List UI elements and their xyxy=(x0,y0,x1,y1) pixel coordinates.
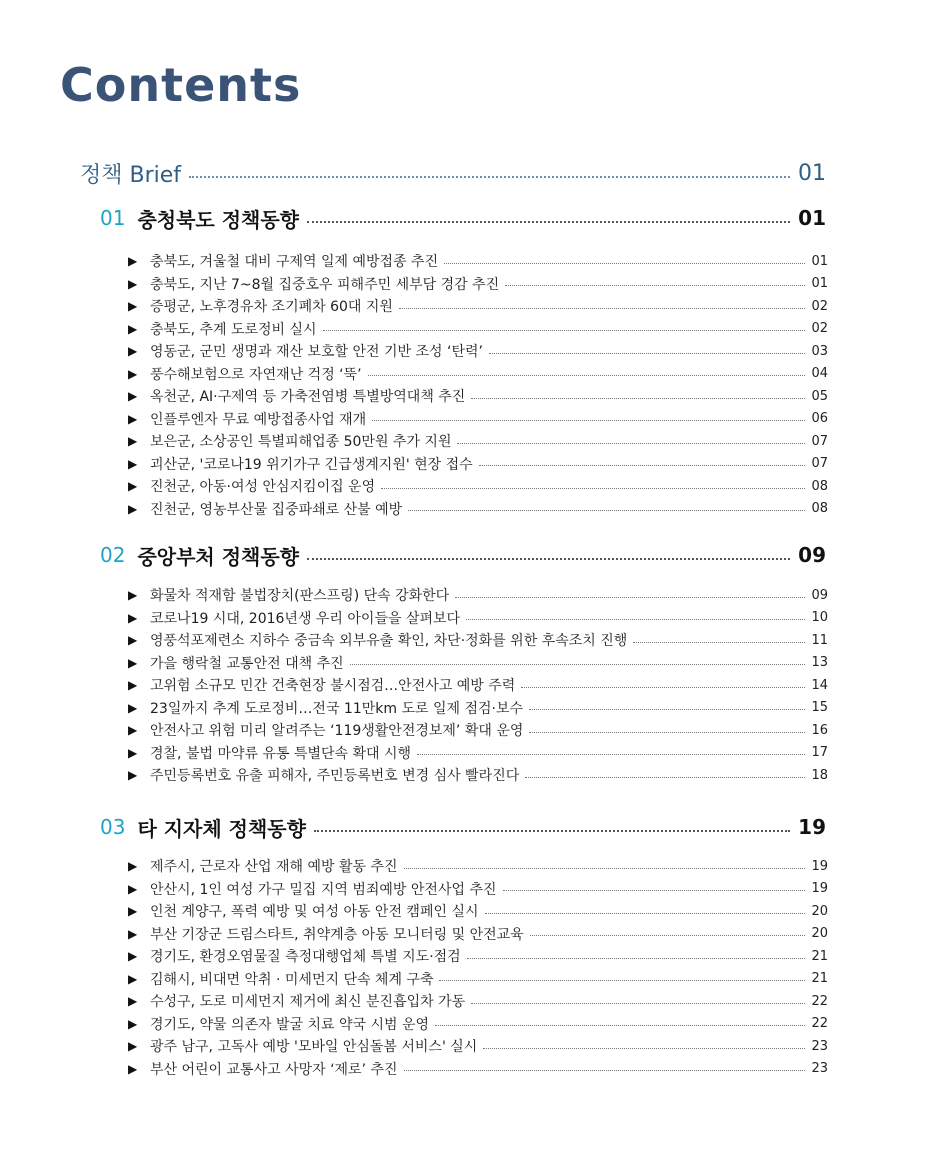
toc-item-title: 김해시, 비대면 악취 · 미세먼지 단속 체계 구축 xyxy=(150,971,434,988)
dotted-leader xyxy=(350,664,806,665)
dotted-leader xyxy=(408,510,805,511)
triangle-bullet-icon: ▶ xyxy=(128,276,138,291)
toc-item[interactable] xyxy=(128,295,828,318)
section-number: 01 xyxy=(100,206,126,230)
toc-item-page: 04 xyxy=(811,366,828,382)
toc-item-title: 증평군, 노후경유차 조기폐차 60대 지원 xyxy=(150,299,393,316)
triangle-bullet-icon: ▶ xyxy=(128,633,138,648)
triangle-bullet-icon: ▶ xyxy=(128,655,138,670)
toc-item-title: 충북도, 겨울철 대비 구제역 일제 예방접종 추진 xyxy=(150,254,439,271)
dotted-leader xyxy=(485,913,806,914)
toc-item-page: 18 xyxy=(811,767,828,783)
dotted-leader xyxy=(479,465,806,466)
toc-item-page: 23 xyxy=(811,1038,828,1054)
dotted-leader xyxy=(471,398,805,399)
toc-item-title: 부산 기장군 드림스타트, 취약계층 아동 모니터링 및 안전교육 xyxy=(150,926,524,943)
toc-item-title: 제주시, 근로자 산업 재해 예방 활동 추진 xyxy=(150,859,398,876)
dotted-leader xyxy=(529,709,805,710)
toc-item-page: 05 xyxy=(811,388,828,404)
triangle-bullet-icon: ▶ xyxy=(128,434,138,449)
triangle-bullet-icon: ▶ xyxy=(128,254,138,269)
toc-item[interactable] xyxy=(128,674,828,697)
toc-item-page: 20 xyxy=(811,926,828,942)
toc-item-page: 06 xyxy=(811,411,828,427)
toc-item-page: 14 xyxy=(811,677,828,693)
toc-item-title: 안산시, 1인 여성 가구 밀집 지역 범죄예방 안전사업 추진 xyxy=(150,881,497,898)
dotted-leader xyxy=(189,176,790,178)
brief-page-number: 01 xyxy=(798,160,826,186)
toc-item-title: 인플루엔자 무료 예방접종사업 재개 xyxy=(150,411,367,428)
dotted-leader xyxy=(399,308,806,309)
toc-brief-entry[interactable] xyxy=(80,156,826,190)
triangle-bullet-icon: ▶ xyxy=(128,610,138,625)
toc-item-title: 보은군, 소상공인 특별피해업종 50만원 추가 지원 xyxy=(150,434,452,451)
toc-item[interactable] xyxy=(128,475,828,498)
dotted-leader xyxy=(483,1048,805,1049)
triangle-bullet-icon: ▶ xyxy=(128,971,138,986)
dotted-leader xyxy=(467,958,806,959)
dotted-leader xyxy=(503,890,806,891)
triangle-bullet-icon: ▶ xyxy=(128,723,138,738)
toc-item-page: 22 xyxy=(811,993,828,1009)
toc-item-title: 가을 행락철 교통안전 대책 추진 xyxy=(150,655,344,672)
dotted-leader xyxy=(417,754,805,755)
section-title: 타 지자체 정책동향 xyxy=(137,816,306,841)
toc-section-02[interactable] xyxy=(100,540,826,570)
toc-item-page: 16 xyxy=(811,722,828,738)
toc-item[interactable] xyxy=(128,363,828,386)
toc-item-title: 안전사고 위험 미리 알려주는 ‘119생활안전경보제’ 확대 운영 xyxy=(150,723,524,740)
dotted-leader xyxy=(381,488,805,489)
triangle-bullet-icon: ▶ xyxy=(128,299,138,314)
section-page-number: 01 xyxy=(798,206,826,230)
toc-item[interactable] xyxy=(128,878,828,901)
toc-section-01-list xyxy=(128,250,828,520)
dotted-leader xyxy=(471,1003,805,1004)
triangle-bullet-icon: ▶ xyxy=(128,1016,138,1031)
section-page-number: 19 xyxy=(798,815,826,839)
dotted-leader xyxy=(323,330,806,331)
toc-item[interactable] xyxy=(128,968,828,991)
toc-item-page: 08 xyxy=(811,478,828,494)
dotted-leader xyxy=(435,1025,805,1026)
toc-section-02-list xyxy=(128,584,828,787)
page-title: Contents xyxy=(60,58,302,112)
toc-item-page: 01 xyxy=(811,253,828,269)
toc-item-page: 02 xyxy=(811,298,828,314)
toc-item[interactable] xyxy=(128,1058,828,1081)
toc-item-page: 01 xyxy=(811,276,828,292)
section-title: 중앙부처 정책동향 xyxy=(137,544,299,569)
toc-item[interactable] xyxy=(128,990,828,1013)
section-page-number: 09 xyxy=(798,543,826,567)
toc-item-page: 07 xyxy=(811,456,828,472)
dotted-leader xyxy=(525,777,805,778)
dotted-leader xyxy=(404,1070,806,1071)
dotted-leader xyxy=(372,420,805,421)
toc-item[interactable] xyxy=(128,742,828,765)
triangle-bullet-icon: ▶ xyxy=(128,678,138,693)
dotted-leader xyxy=(530,935,806,936)
toc-item[interactable] xyxy=(128,340,828,363)
toc-item[interactable] xyxy=(128,498,828,521)
triangle-bullet-icon: ▶ xyxy=(128,479,138,494)
toc-item-title: 괴산군, '코로나19 위기가구 긴급생계지원' 현장 접수 xyxy=(150,456,473,473)
dotted-leader xyxy=(307,558,790,560)
toc-item[interactable] xyxy=(128,719,828,742)
toc-item-title: 23일까지 추계 도로정비…전국 11만km 도로 일제 점검·보수 xyxy=(150,700,524,717)
toc-item[interactable] xyxy=(128,629,828,652)
dotted-leader xyxy=(404,868,806,869)
toc-item-page: 08 xyxy=(811,501,828,517)
toc-item-page: 22 xyxy=(811,1016,828,1032)
dotted-leader xyxy=(466,619,805,620)
dotted-leader xyxy=(439,980,805,981)
dotted-leader xyxy=(455,597,805,598)
toc-item[interactable] xyxy=(128,923,828,946)
dotted-leader xyxy=(457,443,805,444)
toc-item[interactable] xyxy=(128,945,828,968)
triangle-bullet-icon: ▶ xyxy=(128,881,138,896)
toc-item-page: 23 xyxy=(811,1061,828,1077)
toc-item[interactable] xyxy=(128,652,828,675)
triangle-bullet-icon: ▶ xyxy=(128,456,138,471)
toc-item[interactable] xyxy=(128,408,828,431)
section-number: 03 xyxy=(100,815,126,839)
toc-item-title: 풍수해보험으로 자연재난 걱정 ‘뚝’ xyxy=(150,366,362,383)
toc-item[interactable] xyxy=(128,318,828,341)
toc-section-01[interactable] xyxy=(100,203,826,233)
dotted-leader xyxy=(489,353,805,354)
toc-item-title: 고위험 소규모 민간 건축현장 불시점검…안전사고 예방 주력 xyxy=(150,678,516,695)
toc-item[interactable] xyxy=(128,607,828,630)
toc-item-page: 07 xyxy=(811,433,828,449)
triangle-bullet-icon: ▶ xyxy=(128,768,138,783)
toc-item[interactable] xyxy=(128,1035,828,1058)
toc-item-title: 충북도, 추계 도로정비 실시 xyxy=(150,321,317,338)
toc-item-page: 21 xyxy=(811,948,828,964)
triangle-bullet-icon: ▶ xyxy=(128,700,138,715)
toc-section-03-list xyxy=(128,855,828,1080)
triangle-bullet-icon: ▶ xyxy=(128,994,138,1009)
toc-item[interactable] xyxy=(128,855,828,878)
dotted-leader xyxy=(529,732,805,733)
toc-item-page: 20 xyxy=(811,903,828,919)
toc-item[interactable] xyxy=(128,250,828,273)
toc-item-title: 수성구, 도로 미세먼지 제거에 최신 분진흡입차 가동 xyxy=(150,994,466,1011)
triangle-bullet-icon: ▶ xyxy=(128,389,138,404)
toc-item-page: 09 xyxy=(811,587,828,603)
triangle-bullet-icon: ▶ xyxy=(128,1061,138,1076)
toc-item-page: 13 xyxy=(811,655,828,671)
toc-item-title: 코로나19 시대, 2016년생 우리 아이들을 살펴보다 xyxy=(150,610,461,627)
toc-item-title: 광주 남구, 고독사 예방 '모바일 안심돌봄 서비스' 실시 xyxy=(150,1039,478,1056)
toc-item-title: 영동군, 군민 생명과 재산 보호할 안전 기반 조성 ‘탄력’ xyxy=(150,344,483,361)
toc-item-page: 17 xyxy=(811,745,828,761)
triangle-bullet-icon: ▶ xyxy=(128,949,138,964)
toc-item-title: 경기도, 환경오염물질 측정대행업체 특별 지도·점검 xyxy=(150,949,461,966)
brief-label: 정책 Brief xyxy=(80,162,182,188)
section-number: 02 xyxy=(100,543,126,567)
toc-item-page: 03 xyxy=(811,343,828,359)
toc-item-page: 15 xyxy=(811,700,828,716)
toc-item-page: 21 xyxy=(811,971,828,987)
toc-item-page: 19 xyxy=(811,881,828,897)
dotted-leader xyxy=(521,687,805,688)
dotted-leader xyxy=(307,221,790,223)
triangle-bullet-icon: ▶ xyxy=(128,411,138,426)
toc-item[interactable] xyxy=(128,764,828,787)
toc-item-title: 경찰, 불법 마약류 유통 특별단속 확대 시행 xyxy=(150,745,412,762)
toc-item[interactable] xyxy=(128,697,828,720)
toc-item[interactable] xyxy=(128,900,828,923)
triangle-bullet-icon: ▶ xyxy=(128,501,138,516)
triangle-bullet-icon: ▶ xyxy=(128,926,138,941)
toc-item-page: 10 xyxy=(811,610,828,626)
toc-item[interactable] xyxy=(128,1013,828,1036)
dotted-leader xyxy=(444,263,805,264)
toc-item-page: 11 xyxy=(811,632,828,648)
dotted-leader xyxy=(368,375,806,376)
triangle-bullet-icon: ▶ xyxy=(128,366,138,381)
toc-item-title: 주민등록번호 유출 피해자, 주민등록번호 변경 심사 빨라진다 xyxy=(150,768,520,785)
toc-item-title: 경기도, 약물 의존자 발굴 치료 약국 시범 운영 xyxy=(150,1016,430,1033)
triangle-bullet-icon: ▶ xyxy=(128,344,138,359)
dotted-leader xyxy=(633,642,805,643)
dotted-leader xyxy=(314,830,790,832)
toc-item-title: 충북도, 지난 7~8월 집중호우 피해주민 세부담 경감 추진 xyxy=(150,276,500,293)
toc-item[interactable] xyxy=(128,385,828,408)
toc-item[interactable] xyxy=(128,584,828,607)
triangle-bullet-icon: ▶ xyxy=(128,1039,138,1054)
toc-item-title: 화물차 적재함 불법장치(판스프링) 단속 강화한다 xyxy=(150,588,450,605)
toc-item-title: 영풍석포제련소 지하수 중금속 외부유출 확인, 차단·정화를 위한 후속조치 진행 xyxy=(150,633,628,650)
toc-item-title: 진천군, 영농부산물 집중파쇄로 산불 예방 xyxy=(150,501,403,518)
triangle-bullet-icon: ▶ xyxy=(128,904,138,919)
toc-item-page: 02 xyxy=(811,321,828,337)
toc-item[interactable] xyxy=(128,453,828,476)
toc-item-title: 인천 계양구, 폭력 예방 및 여성 아동 안전 캠페인 실시 xyxy=(150,904,479,921)
section-title: 충청북도 정책동향 xyxy=(137,207,299,232)
toc-item-title: 부산 어린이 교통사고 사망자 ‘제로’ 추진 xyxy=(150,1061,398,1078)
toc-item-title: 옥천군, AI·구제역 등 가축전염병 특별방역대책 추진 xyxy=(150,389,466,406)
toc-item-page: 19 xyxy=(811,858,828,874)
triangle-bullet-icon: ▶ xyxy=(128,859,138,874)
dotted-leader xyxy=(505,285,805,286)
triangle-bullet-icon: ▶ xyxy=(128,321,138,336)
triangle-bullet-icon: ▶ xyxy=(128,745,138,760)
triangle-bullet-icon: ▶ xyxy=(128,588,138,603)
toc-item[interactable] xyxy=(128,430,828,453)
toc-item-title: 진천군, 아동·여성 안심지킴이집 운영 xyxy=(150,479,376,496)
toc-section-03[interactable] xyxy=(100,812,826,842)
toc-item[interactable] xyxy=(128,273,828,296)
